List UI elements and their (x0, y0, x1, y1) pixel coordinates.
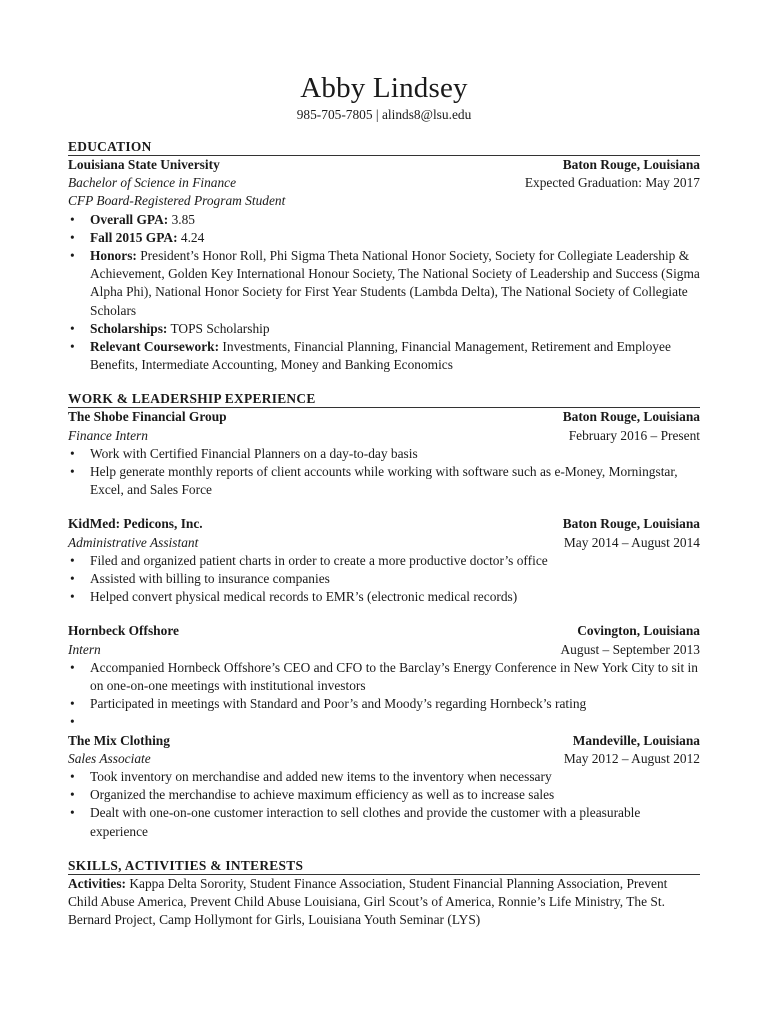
skills-section (68, 857, 700, 930)
education-bullets (68, 211, 700, 375)
activities-label: Activities: (68, 875, 127, 891)
job-role: Intern (68, 641, 101, 657)
job-bullets (68, 445, 700, 500)
education-section (68, 138, 700, 374)
skills-heading: SKILLS, ACTIVITIES & INTERESTS (68, 857, 304, 873)
bullet-label: Relevant Coursework: (90, 339, 220, 355)
list-item: • Work with Certified Financial Planners on a day-to-day basis (68, 445, 700, 463)
job-dates: February 2016 – Present (568, 427, 700, 443)
list-item: • Took inventory on merchandise and added new items to the inventory when necessary (68, 768, 700, 786)
list-item: • Dealt with one-on-one customer interaction to sell clothes and provide the customer with a pleasurable experience (68, 804, 700, 840)
job-role-row (68, 427, 700, 445)
degree: Bachelor of Science in Finance (68, 175, 237, 191)
job-entry-mix-clothing (68, 732, 700, 841)
job-org: The Mix Clothing (68, 732, 170, 748)
job-org-row (68, 408, 700, 426)
candidate-name: Abby Lindsey (300, 72, 468, 104)
bullet-text: Investments, Financial Planning, Financial Management, Retirement and Employee Benefits, Intermediate Accounting, Money and Banking Economics (90, 339, 671, 373)
job-bullets (68, 768, 700, 841)
education-school-row (68, 156, 700, 174)
job-role-row (68, 750, 700, 768)
bullet-label: Scholarships: (90, 320, 168, 336)
job-entry-kidmed (68, 515, 700, 606)
list-item: • Accompanied Hornbeck Offshore’s CEO and CFO to the Barclay’s Energy Conference in New York City to sit in on one-on-one meetings with institutional investors (68, 659, 700, 695)
resume-page (68, 70, 700, 930)
bullet-text: 3.85 (168, 211, 195, 227)
list-item (68, 338, 700, 374)
job-bullets (68, 552, 700, 607)
job-location: Baton Rouge, Louisiana (562, 516, 700, 532)
job-role-row (68, 534, 700, 552)
job-org: Hornbeck Offshore (68, 623, 179, 639)
job-role-row (68, 641, 700, 659)
program-note: CFP Board-Registered Program Student (68, 193, 286, 209)
job-role: Sales Associate (68, 750, 151, 766)
contact-line: 985-705-7805 | alinds8@lsu.edu (296, 107, 472, 122)
bullet-text: President’s Honor Roll, Phi Sigma Theta National Honor Society, Society for Collegiate Leadership & Achievement, Golden Key International Honour Society, The National Society of Leadership and Success (Sigma Alpha Phi), National Honor Society for First Year Students (Lambda Delta), The National Society of Collegiate Scholars (90, 248, 700, 318)
list-item: • Participated in meetings with Standard and Poor’s and Moody’s regarding Hornbeck’s rating (68, 695, 700, 713)
school-name: Louisiana State University (68, 157, 220, 172)
job-org-row (68, 515, 700, 533)
job-location: Mandeville, Louisiana (572, 732, 700, 748)
job-role: Administrative Assistant (68, 534, 199, 550)
list-item: • Assisted with billing to insurance companies (68, 570, 700, 588)
job-location: Baton Rouge, Louisiana (562, 409, 700, 425)
activities-paragraph (68, 875, 700, 930)
job-dates: August – September 2013 (560, 641, 700, 657)
education-heading: EDUCATION (68, 139, 152, 154)
job-entry-hornbeck (68, 622, 700, 731)
bullet-label: Fall 2015 GPA: (90, 229, 178, 245)
activities-text: Kappa Delta Sorority, Student Finance Association, Student Financial Planning Association, Prevent Child Abuse America, Prevent Child Abuse Louisiana, Girl Scout’s of America, Ronnie’s Life Ministry, The St. Bernard Project, Camp Hollymont for Girls, Louisiana Youth Seminar (LYS) (68, 875, 668, 928)
job-bullets (68, 659, 700, 732)
bullet-label: Honors: (90, 248, 137, 264)
job-dates: May 2014 – August 2014 (563, 534, 700, 550)
experience-section (68, 390, 700, 840)
list-item (68, 211, 700, 229)
job-entry-shobe (68, 408, 700, 499)
list-item: • Helped convert physical medical records to EMR’s (electronic medical records) (68, 588, 700, 606)
bullet-label: Overall GPA: (90, 211, 169, 227)
job-dates: May 2012 – August 2012 (563, 750, 700, 766)
job-org: The Shobe Financial Group (68, 409, 227, 425)
list-item (68, 229, 700, 247)
job-role: Finance Intern (68, 427, 148, 443)
experience-heading: WORK & LEADERSHIP EXPERIENCE (68, 391, 316, 407)
job-location: Covington, Louisiana (577, 623, 700, 639)
job-org-row (68, 732, 700, 750)
graduation-date: Expected Graduation: May 2017 (524, 175, 700, 191)
bullet-text: 4.24 (177, 229, 205, 245)
list-item (68, 713, 700, 731)
list-item: • Filed and organized patient charts in order to create a more productive doctor’s office (68, 552, 700, 570)
bullet-text: TOPS Scholarship (167, 320, 270, 336)
list-item (68, 320, 700, 338)
list-item (68, 247, 700, 320)
job-org: KidMed: Pedicons, Inc. (68, 516, 203, 532)
job-org-row (68, 622, 700, 640)
education-degree-row (68, 174, 700, 192)
list-item: • Organized the merchandise to achieve maximum efficiency as well as to increase sales (68, 786, 700, 804)
school-location: Baton Rouge, Louisiana (562, 157, 700, 172)
list-item: • Help generate monthly reports of client accounts while working with software such as e-Money, Morningstar, Excel, and Sales Force (68, 463, 700, 499)
